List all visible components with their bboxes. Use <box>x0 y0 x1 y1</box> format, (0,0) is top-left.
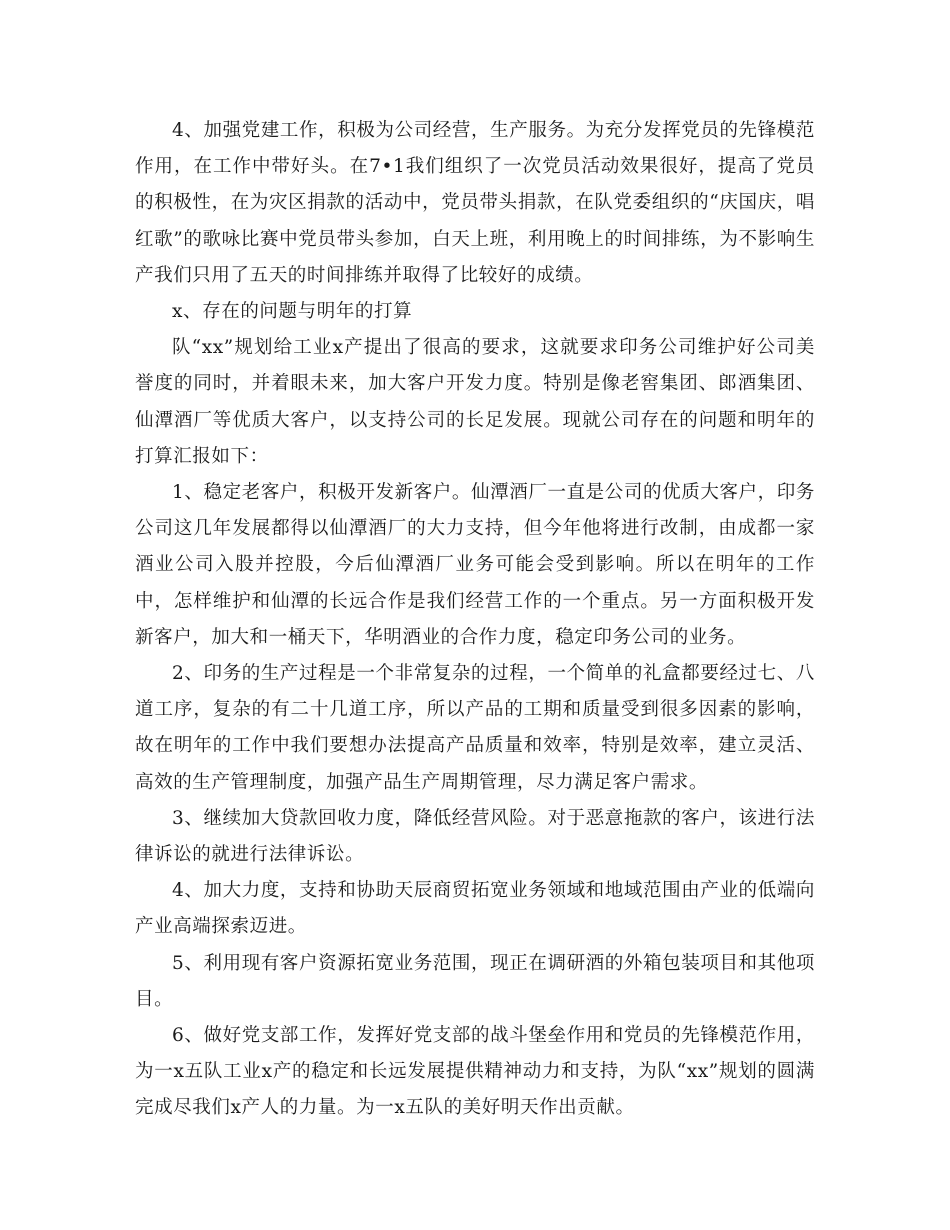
paragraph-item-2-production: 2、印务的生产过程是一个非常复杂的过程，一个简单的礼盒都要经过七、八道工序，复杂的有二十几道工序，所以产品的工期和质量受到很多因素的影响，故在明年的工作中我们要想办法提高产品质量和效率，特别是效率，建立灵活、高效的生产管理制度，加强产品生产周期管理，尽力满足客户需求。 <box>135 663 815 793</box>
paragraph-item-4-support-tianchen: 4、加大力度，支持和协助天辰商贸拓宽业务领域和地域范围由产业的低端向产业高端探索迈进。 <box>135 880 815 938</box>
paragraph-intro-plans: 队“xx”规划给工业x产提出了很高的要求，这就要求印务公司维护好公司美誉度的同时，并着眼未来，加大客户开发力度。特别是像老窖集团、郎酒集团、仙潭酒厂等优质大客户，以支持公司的长足发展。现就公司存在的问题和明年的打算汇报如下： <box>135 337 815 467</box>
paragraph-item-1-customers: 1、稳定老客户，积极开发新客户。仙潭酒厂一直是公司的优质大客户，印务公司这几年发展都得以仙潭酒厂的大力支持，但今年他将进行改制，由成都一家酒业公司入股并控股，今后仙潭酒厂业务可能会受到影响。所以在明年的工作中，怎样维护和仙潭的长远合作是我们经营工作的一个重点。另一方面积极开发新客户，加大和一桶天下，华明酒业的合作力度，稳定印务公司的业务。 <box>135 482 815 648</box>
paragraph-item-5-expand-business: 5、利用现有客户资源拓宽业务范围，现正在调研酒的外箱包装项目和其他项目。 <box>135 952 815 1010</box>
section-heading-problems-and-plans: x、存在的问题与明年的打算 <box>172 301 413 323</box>
paragraph-item-6-party-branch: 6、做好党支部工作，发挥好党支部的战斗堡垒作用和党员的先锋模范作用，为一x五队工业x产的稳定和长远发展提供精神动力和支持，为队“xx”规划的圆满完成尽我们x产人的力量。为一x五队的美好明天作出贡献。 <box>135 1025 815 1119</box>
paragraph-item-3-loan-recovery: 3、继续加大贷款回收力度，降低经营风险。对于恶意拖款的客户，该进行法律诉讼的就进行法律诉讼。 <box>135 807 815 866</box>
document-body <box>135 113 815 1127</box>
paragraph-party-building: 4、加强党建工作，积极为公司经营，生产服务。为充分发挥党员的先锋模范作用，在工作中带好头。在7•1我们组织了一次党员活动效果很好，提高了党员的积极性，在为灾区捐款的活动中，党员带头捐款，在队党委组织的“庆国庆，唱红歌”的歌咏比赛中党员带头参加，白天上班，利用晚上的时间排练，为不影响生产我们只用了五天的时间排练并取得了比较好的成绩。 <box>135 120 815 286</box>
